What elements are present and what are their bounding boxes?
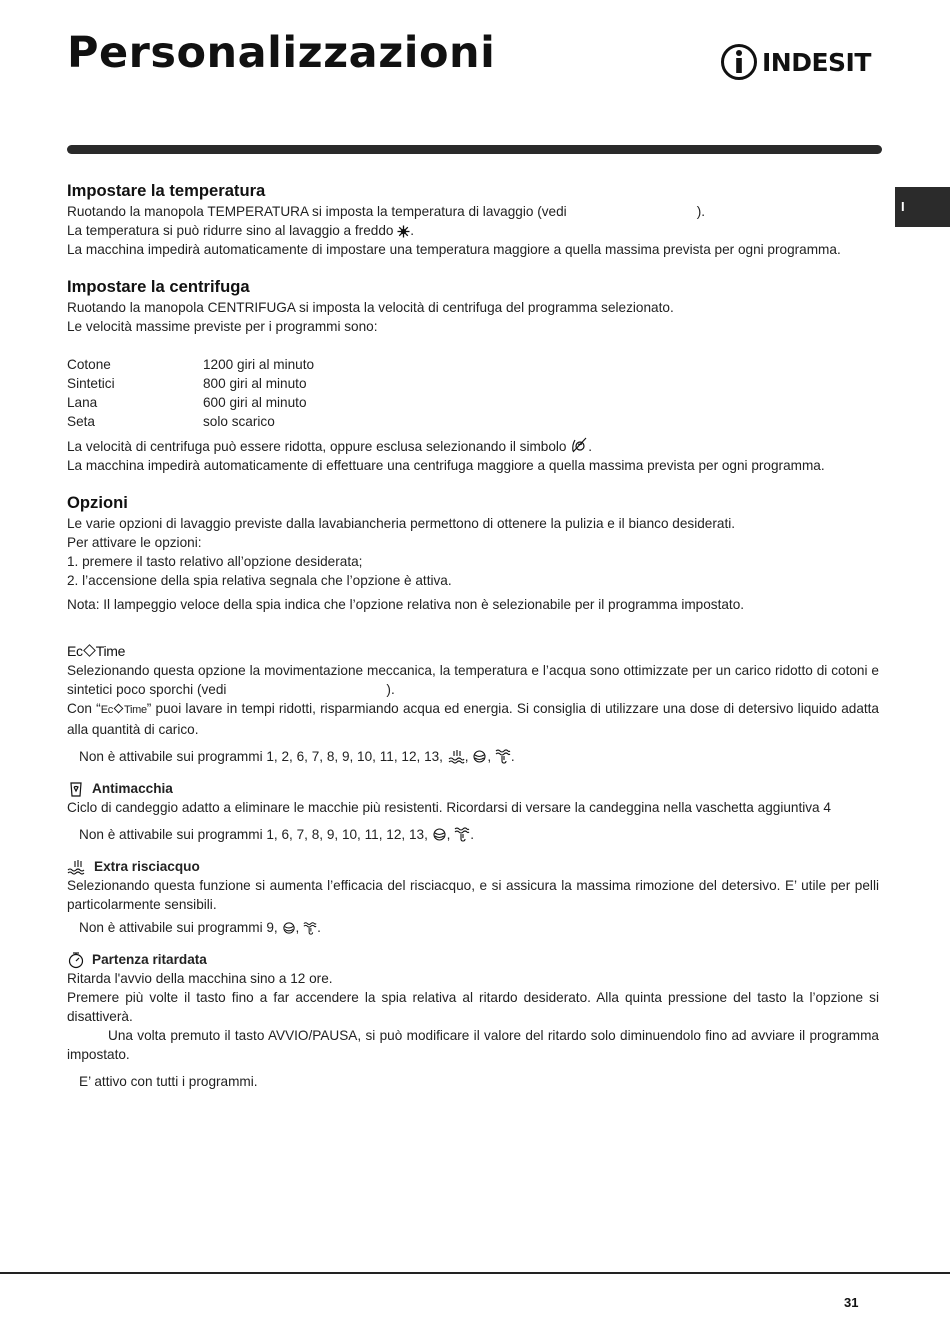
hand-wash-icon (495, 748, 511, 764)
ritardata-p1: Ritarda l'avvio della macchina sino a 12 ore. (67, 971, 333, 986)
eco-diamond-icon (113, 704, 123, 714)
ecotime-note: Non è attivabile sui programmi 1, 2, 6, 7, 8, 9, 10, 11, 12, 13, , , . (79, 749, 515, 764)
wool-icon (432, 827, 447, 842)
section-temperatura (67, 180, 879, 259)
temperatura-p1: Ruotando la manopola TEMPERATURA si imposta la temperatura di lavaggio (vedi ). (67, 204, 706, 219)
antimacchia-note: Non è attivabile sui programmi 1, 6, 7, 8, 9, 10, 11, 12, 13, , . (79, 827, 474, 842)
section-centrifuga (67, 276, 879, 475)
heading-opzioni: Opzioni (67, 493, 128, 512)
program-speed: 1200 giri al minuto (203, 357, 315, 372)
program-name: Lana (67, 395, 98, 410)
content (67, 180, 879, 1091)
centrifuga-p2: Le velocità massime previste per i programmi sono: (67, 319, 378, 334)
ritardata-p2: Premere più volte il tasto fino a far accendere la spia relativa al ritardo desiderato. Alla quinta pressione del tasto la l’opzione si disattiverà. (67, 990, 879, 1024)
hand-wash-icon (454, 826, 470, 842)
opzioni-p3: 1. premere il tasto relativo all’opzione desiderata; (67, 554, 363, 569)
indesit-logo-icon (720, 42, 758, 82)
table-row (67, 412, 314, 431)
opzioni-p2: Per attivare le opzioni: (67, 535, 202, 550)
antimacchia-p1: Ciclo di candeggio adatto a eliminare le macchie più resistenti. Ricordarsi di versare la candeggina nella vaschetta aggiuntiva 4 (67, 800, 831, 815)
page-title: Personalizzazioni (67, 28, 496, 78)
table-row (67, 374, 314, 393)
section-opzioni (67, 492, 879, 614)
centrifuga-p1: Ruotando la manopola CENTRIFUGA si imposta la velocità di centrifuga del programma selezionato. (67, 300, 674, 315)
wool-icon (472, 749, 487, 764)
temperatura-p3: La macchina impedirà automaticamente di impostare una temperatura maggiore a quella massima prevista per ogni programma. (67, 242, 841, 257)
language-tab: I (895, 187, 950, 227)
program-speed: solo scarico (203, 414, 275, 429)
option-partenza-ritardata (67, 950, 879, 1091)
opzioni-p1: Le varie opzioni di lavaggio previste dalla lavabiancheria permettono di ottenere la pulizia e il bianco desiderati. (67, 516, 736, 531)
ecotime-p1: Selezionando questa opzione la movimentazione meccanica, la temperatura e l’acqua sono ottimizzate per un carico ridotto di cotoni e sintetici poco sporchi (vedi ). (67, 663, 879, 697)
centrifuga-p3: La velocità di centrifuga può essere ridotta, oppure esclusa selezionando il simbolo . (67, 436, 879, 456)
program-speed: 600 giri al minuto (203, 395, 307, 410)
footer-rule (0, 1272, 950, 1274)
ritardata-note: E’ attivo con tutti i programmi. (79, 1074, 258, 1089)
option-antimacchia (67, 779, 879, 844)
program-name: Sintetici (67, 376, 115, 391)
title-rule (67, 145, 882, 154)
temperatura-p2: La temperatura si può ridurre sino al lavaggio a freddo . (67, 223, 415, 238)
brand-name: INDESIT (762, 47, 871, 77)
option-extra-risciacquo (67, 857, 879, 937)
speed-table (67, 355, 314, 431)
snowflake-icon (397, 225, 410, 238)
ritardata-p3: Una volta premuto il tasto AVVIO/PAUSA, si può modificare il valore del ritardo solo diminuendolo fino ad avviare il programma impostato. (67, 1028, 879, 1062)
table-row (67, 393, 314, 412)
eco-diamond-icon (83, 644, 96, 657)
extra-rinse-icon (447, 748, 465, 764)
heading-centrifuga: Impostare la centrifuga (67, 277, 250, 296)
risciacquo-p1: Selezionando questa funzione si aumenta l’efficacia del risciacquo, e si assicura la massima rimozione del detersivo. E’ utile per pelli particolarmente sensibili. (67, 878, 879, 912)
program-speed: 800 giri al minuto (203, 376, 307, 391)
ecotime-p2: Con “Ec Time” puoi lavare in tempi ridotti, risparmiando acqua ed energia. Si consiglia di utilizzare una dose di detersivo liquido adatta alla quantità di carico. (67, 701, 879, 737)
spin-off-icon (570, 436, 588, 454)
risciacquo-note: Non è attivabile sui programmi 9, , . (79, 920, 321, 935)
program-name: Seta (67, 414, 95, 429)
ritardata-title: Partenza ritardata (67, 950, 879, 969)
brand-logo (720, 42, 871, 82)
heading-temperatura: Impostare la temperatura (67, 181, 266, 200)
wool-icon (282, 921, 296, 935)
centrifuga-p4: La macchina impedirà automaticamente di effettuare una centrifuga maggiore a quella massima prevista per ogni programma. (67, 458, 825, 473)
ecotime-inline-logo: Ec Time (100, 704, 147, 716)
delay-timer-icon (67, 951, 85, 969)
risciacquo-title: Extra risciacquo (67, 857, 879, 876)
page-number: 31 (844, 1295, 859, 1310)
stain-removal-icon (67, 780, 85, 798)
hand-wash-icon (303, 921, 317, 935)
ecotime-logo: Ec Time (67, 643, 126, 659)
program-name: Cotone (67, 357, 111, 372)
extra-rinse-icon (67, 859, 87, 875)
option-ecotime (67, 642, 879, 766)
antimacchia-title: Antimacchia (67, 779, 879, 798)
opzioni-p4: 2. l’accensione della spia relativa segnala che l’opzione è attiva. (67, 573, 452, 588)
opzioni-nota: Nota: Il lampeggio veloce della spia indica che l’opzione relativa non è selezionabile per il programma impostato. (67, 597, 745, 612)
table-row (67, 355, 314, 374)
